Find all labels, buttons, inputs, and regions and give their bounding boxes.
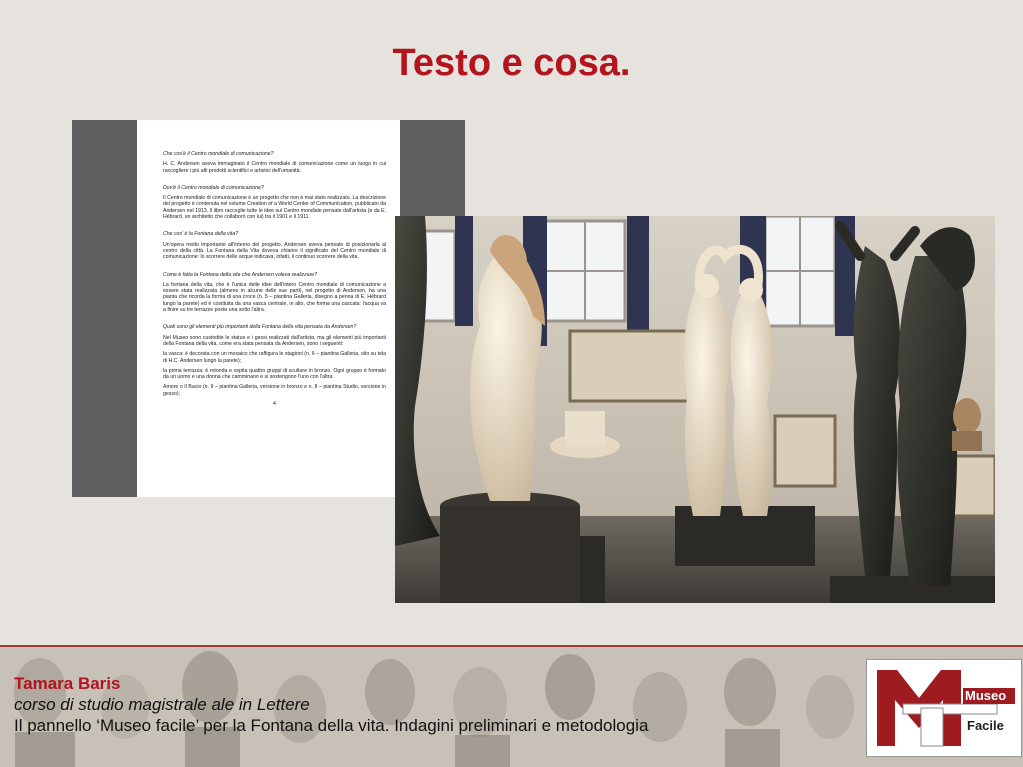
doc-question: Che cos' è la Fontana della vita? [163, 231, 239, 238]
doc-page-number: 4 [273, 401, 276, 408]
doc-answer: La fontana della vita, che è l'unica delle idee dell'intero Centro mondiale di comunicazione a essere stata realizzata (almeno in alcune delle sue parti), nel progetto di Andersen, ha una pianta che ricorda la forma di una croce (n. 5 – piantina Galleria, disegno a penna di E. Hébrard lungo la parete) ed è costituita da una vasca centrale, in alto, che forma una cascata: l'acqua va a finire su tre terrazze poste una sotto l'altra. [163, 281, 386, 314]
doc-question: Che cos'è il Centro mondiale di comunicazione? [163, 151, 274, 157]
thesis-subtitle: Il pannello ‘Museo facile’ per la Fontana della vita. Indagini preliminari e metodologia [14, 716, 649, 735]
doc-question: Come è fatta la Fontana della vita che Andersen voleva realizzare? [163, 271, 318, 278]
doc-question: Dov'è il Centro mondiale di comunicazione? [163, 184, 264, 191]
doc-answer: Un'opera molto importante all'interno del progetto. Andersen aveva pensato di posizionarla al centro della città. La Fontana della Vita doveva chiarire il significato del Centro mondiale di comunicazione: lo scorrere delle acque indicava, infatti, il continuo scorrere della vita. [163, 241, 386, 261]
slide-title: Testo e cosa. [392, 42, 631, 84]
museo-facile-logo-mark [867, 660, 1021, 756]
doc-question: Quali sono gli elementi più importanti della Fontana della vita pensata da Andersen? [163, 324, 357, 331]
sculpture-gallery-illustration [395, 216, 995, 603]
doc-answer: H. C. Andersen aveva immaginato il Centro mondiale di comunicazione come un luogo in cui raccogliere i più alti prodotti scientifici e artistici dell'umanità. [163, 161, 386, 174]
logo-text-facile: Facile [967, 718, 1004, 733]
doc-block [163, 151, 386, 174]
footer-banner [0, 647, 1023, 767]
doc-answer: Il Centro mondiale di comunicazione è un progetto che non è mai stato realizzato. La descrizione del progetto è contenuta nel volume Creation of a World Center of Communication, pubblicato da Andersen nel 1913. Il libro raccoglie tutte le idee sul Centro mondiale pensate dall'artista (e da E. Hébrard, un architetto che collaborò con lui) tra il 1901 e il 1911. [163, 195, 386, 221]
author-name: Tamara Baris [14, 674, 121, 693]
doc-block [163, 231, 386, 260]
logo-text-museo: Museo [965, 688, 1007, 703]
doc-block [163, 324, 386, 347]
course-name: corso di studio magistrale ale in Lettere [14, 695, 310, 714]
doc-tail-line: la prima terrazza: è rotonda e ospita quattro gruppi di sculture in bronzo. Ogni gruppo è formato da un uomo e una donna che camminano e si sostengono l'uno con l'altra: [163, 367, 386, 381]
doc-answer: Nel Museo sono custodite le statue e i gessi realizzati dall'artista, ma gli elementi più importanti della Fontana della vita, come era stata pensata da Andersen, sono i seguenti: [163, 334, 386, 347]
doc-tail-line: Amore o Il Bacio (n. 9 – piantina Galleria, versione in bronzo e n. 8 – piantina Studio, versione in gesso); [163, 384, 386, 397]
footer-text [14, 674, 648, 736]
doc-block [163, 185, 386, 220]
museo-facile-logo [866, 659, 1022, 757]
doc-block [163, 272, 386, 314]
doc-tail-line: la vasca: è decorata con un mosaico che raffigura le stagioni (n. 6 – piantina Galleria, olio su tela di H.C. Andersen lungo la parete); [163, 351, 386, 364]
museum-sculptures-photo [395, 216, 995, 603]
document-page [137, 120, 400, 497]
